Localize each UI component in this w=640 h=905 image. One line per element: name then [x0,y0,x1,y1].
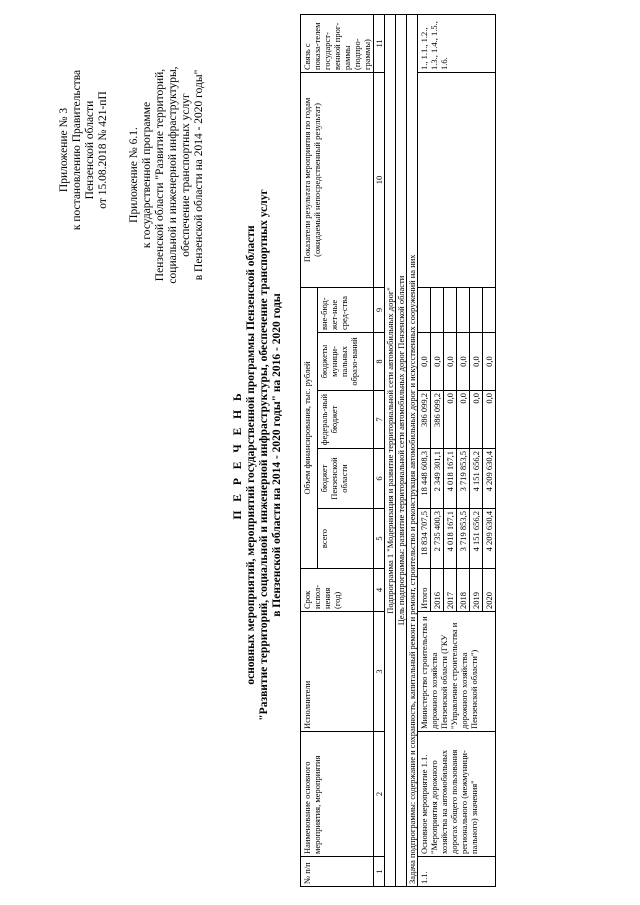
appendix-line: обеспечение транспортных услуг [180,93,192,257]
appendix-line: к постановлению Правительства [71,69,83,231]
appendix-line: Приложение № 3 [58,107,70,193]
regional-cell: 4 151 656,2 [470,449,483,509]
title-line: "Развитие территорий, социальной и инженерной инфраструктуры, обеспечение транспортных услуг [258,189,270,721]
col-federal-header: федераль-ный бюджет [317,391,373,449]
year-cell: 2020 [483,569,496,612]
title-line: в Пензенской области на 2014 - 2020 годы" на 2016 - 2020 годы [271,293,283,617]
regional-cell: 18 448 608,3 [418,449,431,509]
col-finance-header: Объем финансирования, тыс. рублей [301,287,318,568]
municipal-cell: 0,0 [457,333,470,391]
appendix-line: Пензенской области "Развитие территорий, [154,68,166,282]
col-name-header: Наименование основного мероприятия, мероприятия [301,732,374,857]
total-cell: 4 018 167,1 [444,509,457,569]
total-cell: 4 151 656,2 [470,509,483,569]
year-cell: Итого [418,569,431,612]
column-number: 3 [374,612,385,732]
federal-cell: 386 099,2 [431,391,444,449]
column-number: 1 [374,857,385,887]
regional-cell: 4 209 630,4 [483,449,496,509]
col-link-header: Связь с показа-телем государст-венной прог-раммы (подпро-граммы) [301,14,374,72]
year-cell: 2016 [431,569,444,612]
total-cell: 2 735 400,3 [431,509,444,569]
total-cell: 3 719 853,5 [457,509,470,569]
row-number: 1.1. [418,857,496,887]
column-number: 5 [374,509,385,569]
column-number-row [374,14,385,886]
column-number: 11 [374,14,385,72]
federal-cell: 0,0 [470,391,483,449]
column-number: 2 [374,732,385,857]
goal-text: Цель подпрограммы: развитие территориальной сети автомобильных дорог Пензенской области [396,14,407,886]
column-number: 8 [374,333,385,391]
col-regional-header: бюджет Пензенской области [317,449,373,509]
extrabudget-cell [470,287,483,332]
appendix-line: Приложение № 6.1. [128,127,140,223]
col-total-header: всего [317,509,373,569]
column-number: 6 [374,449,385,509]
measures-table [300,14,496,887]
extrabudget-cell [431,287,444,332]
federal-cell: 0,0 [483,391,496,449]
col-num-header: № п/п [301,857,374,887]
appendix-line: от 15.08.2018 № 421-пП [97,91,109,209]
federal-cell: 0,0 [457,391,470,449]
indicator-cell [418,72,496,287]
federal-cell: 386 099,2 [418,391,431,449]
col-municipal-header: бюджеты муници-пальных образо-ваний [317,333,373,391]
extrabudget-cell [483,287,496,332]
program-appendix-header [128,45,206,305]
col-extrabudget-header: вне-бюд-жет-ные сред-ства [317,287,373,332]
title-heading: П Е Р Е Ч Е Н Ь [232,390,244,520]
column-number: 9 [374,287,385,332]
total-cell: 18 834 707,5 [418,509,431,569]
document-title [232,155,284,755]
appendix-line: социальной и инженерной инфраструктуры, [167,66,179,284]
municipal-cell: 0,0 [483,333,496,391]
column-number: 7 [374,391,385,449]
municipal-cell: 0,0 [444,333,457,391]
regional-cell: 3 719 853,5 [457,449,470,509]
subprogram-row [385,14,396,886]
extrabudget-cell [457,287,470,332]
appendix-header [58,45,110,255]
column-number: 4 [374,569,385,612]
link-cell: 1., 1.1., 1.2., 1.3., 1.4., 1.5., 1.6. [418,14,496,72]
appendix-line: в Пензенской области на 2014 - 2020 годы" [193,69,205,281]
measure-executor: Министерство строительства и дорожного хозяйства Пензенской области (ГКУ "Управление строительства и дорожного хозяйства Пензенской области") [418,612,496,732]
extrabudget-cell [444,287,457,332]
year-cell: 2019 [470,569,483,612]
task-text: Задача подпрограммы: содержание и сохранность, капитальный ремонт и ремонт, строительство и реконструкция автомобильных дорог и искусственных сооружений на них [407,14,418,886]
appendix-line: Пензенской области [84,100,96,200]
table-row [418,14,431,886]
col-term-header: Срок испол-нения (год) [301,569,374,612]
appendix-line: к государственной программе [141,101,153,249]
regional-cell: 2 349 301,1 [431,449,444,509]
year-cell: 2017 [444,569,457,612]
municipal-cell: 0,0 [470,333,483,391]
column-number: 10 [374,72,385,287]
task-row [407,14,418,886]
regional-cell: 4 018 167,1 [444,449,457,509]
goal-row [396,14,407,886]
extrabudget-cell [418,287,431,332]
total-cell: 4 209 630,4 [483,509,496,569]
federal-cell: 0,0 [444,391,457,449]
col-exec-header: Исполнители [301,612,374,732]
municipal-cell: 0,0 [431,333,444,391]
title-line: основных мероприятий, мероприятий государственной программы Пензенской области [245,225,257,685]
municipal-cell: 0,0 [418,333,431,391]
measure-name: Основное мероприятие 1.1. "Мероприятия дорожного хозяйства на автомобильных дорогах общего пользования регионального (межмуници-пального) значения" [418,732,496,857]
header-row [301,14,318,886]
subprogram-title: Подпрограмма 1 "Модернизация и развитие территориальной сети автомобильных дорог" [385,14,396,886]
col-indicator-header: Показатели результата мероприятия по годам (ожидаемый непосредственный результат) [301,72,374,287]
year-cell: 2018 [457,569,470,612]
